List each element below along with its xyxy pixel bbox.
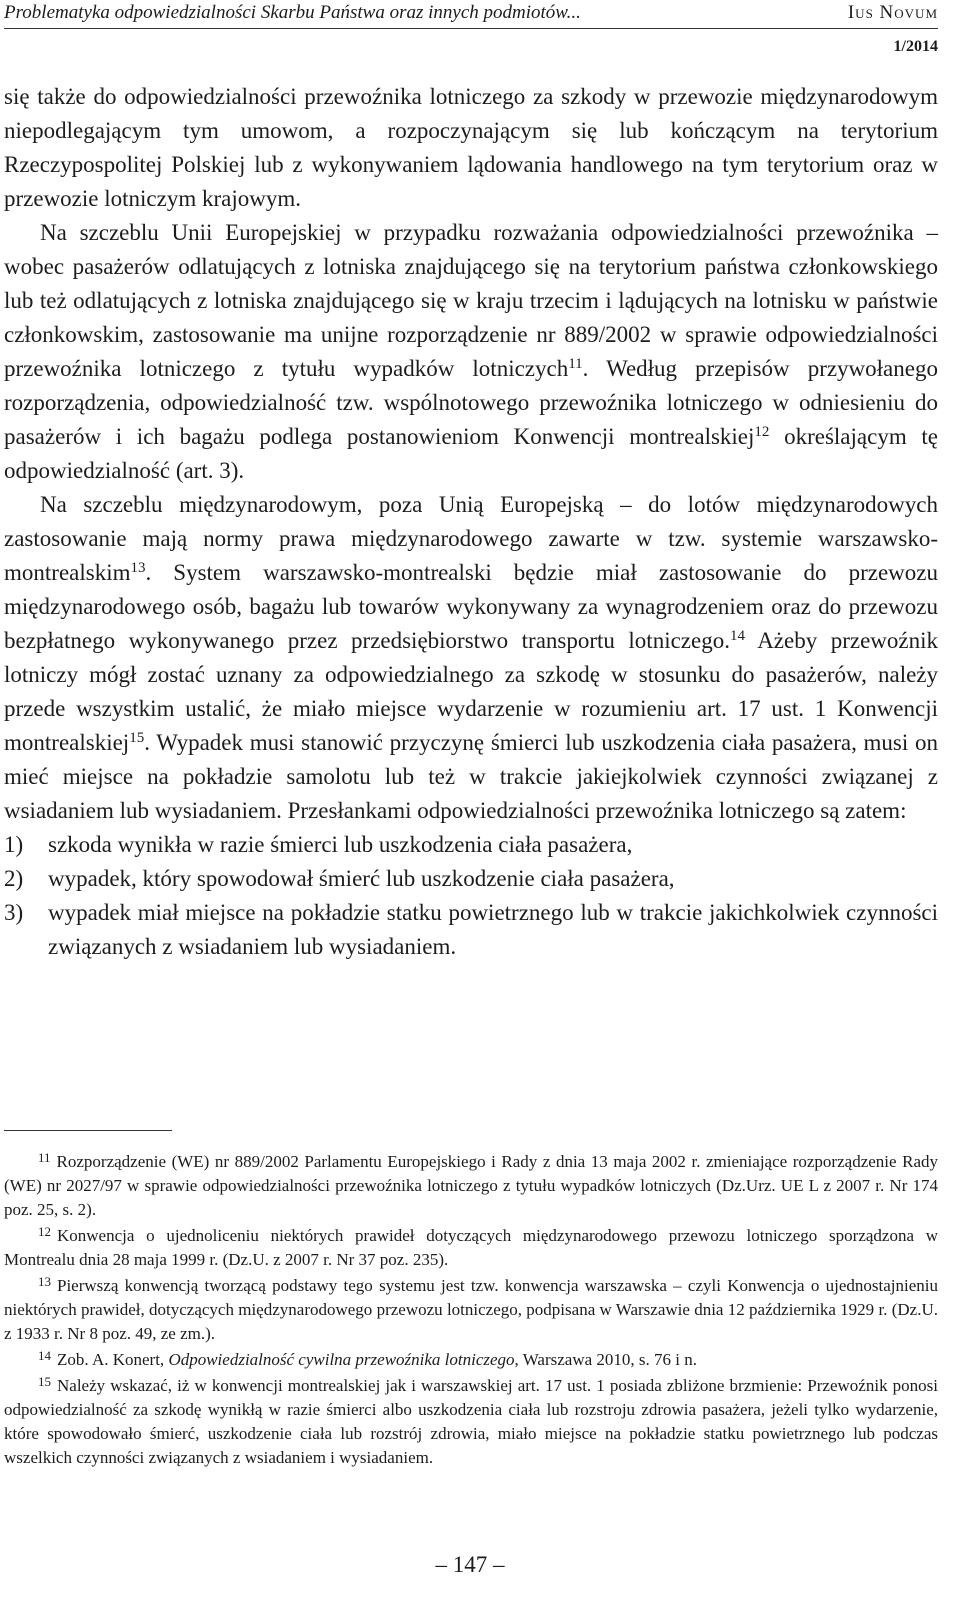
list-item xyxy=(4,828,938,862)
list-item-number: 1) xyxy=(4,832,24,857)
footnote-ref-11[interactable]: 11 xyxy=(568,356,583,372)
footnote-14 xyxy=(4,1348,938,1372)
footnote-12 xyxy=(4,1224,938,1272)
running-title: Problematyka odpowiedzialności Skarbu Państwa oraz innych podmiotów... xyxy=(4,2,581,23)
list-item xyxy=(4,862,938,896)
paragraph-2-text-b: . Według przepisów przywołanego rozporządzenia, odpowiedzialność tzw. wspólnotowego przewoźnika lotniczego w odniesieniu do pasażerów i ich bagażu podlega postanowieniom Konwencji montrealskiej xyxy=(4,356,938,449)
conditions-list xyxy=(4,828,938,964)
list-item-text: wypadek miał miejsce na pokładzie statku powietrznego lub w trakcie jakichkolwiek czynności związanych z wsiadaniem lub wysiadaniem. xyxy=(48,900,938,959)
footnote-ref-12[interactable]: 12 xyxy=(754,424,770,440)
cited-book-title: Odpowiedzialność cywilna przewoźnika lotniczego xyxy=(168,1350,515,1369)
paragraph-1: się także do odpowiedzialności przewoźnika lotniczego za szkody w przewozie międzynarodowym niepodlegającym tym umowom, a rozpoczynającym się lub kończącym na terytorium Rzeczypospolitej Polskiej lub z wykonywaniem lądowania handlowego na tym terytorium oraz w przewozie lotniczym krajowym. xyxy=(4,84,938,211)
footnote-text: Należy wskazać, iż w konwencji montrealskiej jak i warszawskiej art. 17 ust. 1 posiada zbliżone brzmienie: Przewoźnik ponosi odpowiedzialność za szkodę wynikłą w razie śmierci albo uszkodzenia ciała lub rozstroju zdrowia pasażera, jeżeli tylko wydarzenie, które spowodowało śmierć, uszkodzenie ciała lub rozstrój zdrowia, miało miejsce na pokładzie statku powietrznego lub podczas wszelkich czynności związanych z wsiadaniem i wysiadaniem. xyxy=(4,1376,938,1467)
footnote-ref-14[interactable]: 14 xyxy=(729,628,745,644)
paragraph-3-text-d: . Wypadek musi stanowić przyczynę śmierci lub uszkodzenia ciała pasażera, musi on mieć miejsce na pokładzie samolotu lub też w trakcie jakiejkolwiek czynności związanej z wsiadaniem lub wysiadaniem. Przesłankami odpowiedzialności przewoźnika lotniczego są zatem: xyxy=(4,730,938,823)
running-head xyxy=(4,0,938,29)
list-item-text: wypadek, który spowodował śmierć lub uszkodzenie ciała pasażera, xyxy=(48,866,675,891)
journal-name: Ius Novum xyxy=(847,2,938,23)
footnote-separator xyxy=(4,1130,172,1131)
footnote-ref-15[interactable]: 15 xyxy=(129,730,145,746)
footnote-text: Pierwszą konwencją tworzącą podstawy tego systemu jest tzw. konwencja warszawska – czyli Konwencja o ujednostajnieniu niektórych prawideł, dotyczących międzynarodowego przewozu lotniczego, podpisana w Warszawie dnia 12 października 1929 r. (Dz.U. z 1933 r. Nr 8 poz. 49, ze zm.). xyxy=(4,1276,938,1343)
main-text xyxy=(4,80,938,964)
footnote-number: 13 xyxy=(38,1274,51,1289)
issue-number: 1/2014 xyxy=(893,38,938,55)
footnote-number: 11 xyxy=(38,1150,51,1165)
footnote-text: Rozporządzenie (WE) nr 889/2002 Parlamentu Europejskiego i Rady z dnia 13 maja 2002 r. zmieniające rozporządzenie Rady (WE) nr 2027/97 w sprawie odpowiedzialności przewoźnika lotniczego z tytułu wypadków lotniczych (Dz.Urz. UE L z 2007 r. Nr 174 poz. 25, s. 2). xyxy=(4,1152,938,1219)
paragraph-3-text-a: Na szczeblu międzynarodowym, poza Unią Europejską – do lotów międzynarodowych zastosowanie mają normy prawa międzynarodowego zawarte w tzw. systemie warszawsko-montrealskim xyxy=(4,492,938,585)
footnotes xyxy=(4,1150,938,1472)
footnote-text-b: , Warszawa 2010, s. 76 i n. xyxy=(514,1350,697,1369)
footnote-11 xyxy=(4,1150,938,1222)
paragraph-2-text-a: Na szczeblu Unii Europejskiej w przypadku rozważania odpowiedzialności przewoźnika – wobec pasażerów odlatujących z lotniska znajdującego się na terytorium państwa członkowskiego lub też odlatujących z lotniska znajdującego się w kraju trzecim i lądujących na lotnisku w państwie członkowskim, zastosowanie ma unijne rozporządzenie nr 889/2002 w sprawie odpowiedzialności przewoźnika lotniczego z tytułu wypadków lotniczych xyxy=(4,220,938,381)
footnote-number: 14 xyxy=(38,1348,51,1363)
paragraph-3-text-c: Ażeby przewoźnik lotniczy mógł zostać uznany za odpowiedzialnego za szkodę w stosunku do pasażerów, należy przede wszystkim ustalić, że miało miejsce wydarzenie w rozumieniu art. 17 ust. 1 Konwencji montrealskiej xyxy=(4,628,939,755)
paragraph-3-text-b: . System warszawsko-montrealski będzie miał zastosowanie do przewozu międzynarodowego osób, bagażu lub towarów wykonywany za wynagrodzeniem oraz do przewozu bezpłatnego wykonywanego przez przedsiębiorstwo transportu lotniczego. xyxy=(4,560,938,653)
footnote-15 xyxy=(4,1374,938,1470)
footnote-ref-13[interactable]: 13 xyxy=(130,560,146,576)
footnote-text: Konwencja o ujednoliceniu niektórych prawideł dotyczących międzynarodowego przewozu lotniczego sporządzona w Montrealu dnia 28 maja 1999 r. (Dz.U. z 2007 r. Nr 37 poz. 235). xyxy=(4,1226,938,1269)
footnote-13 xyxy=(4,1274,938,1346)
footnote-number: 15 xyxy=(38,1374,51,1389)
footnote-text-a: Zob. A. Konert, xyxy=(57,1350,169,1369)
list-item-text: szkoda wynikła w razie śmierci lub uszkodzenia ciała pasażera, xyxy=(48,832,633,857)
paragraph-2-text-c: określającym tę odpowiedzialność (art. 3). xyxy=(4,424,938,483)
paragraph-3 xyxy=(4,488,938,828)
list-item-number: 2) xyxy=(4,866,24,891)
list-item xyxy=(4,896,938,964)
footnote-number: 12 xyxy=(38,1224,51,1239)
page-number: – 147 – xyxy=(435,1552,505,1577)
paragraph-2 xyxy=(4,216,938,488)
list-item-number: 3) xyxy=(4,900,24,925)
